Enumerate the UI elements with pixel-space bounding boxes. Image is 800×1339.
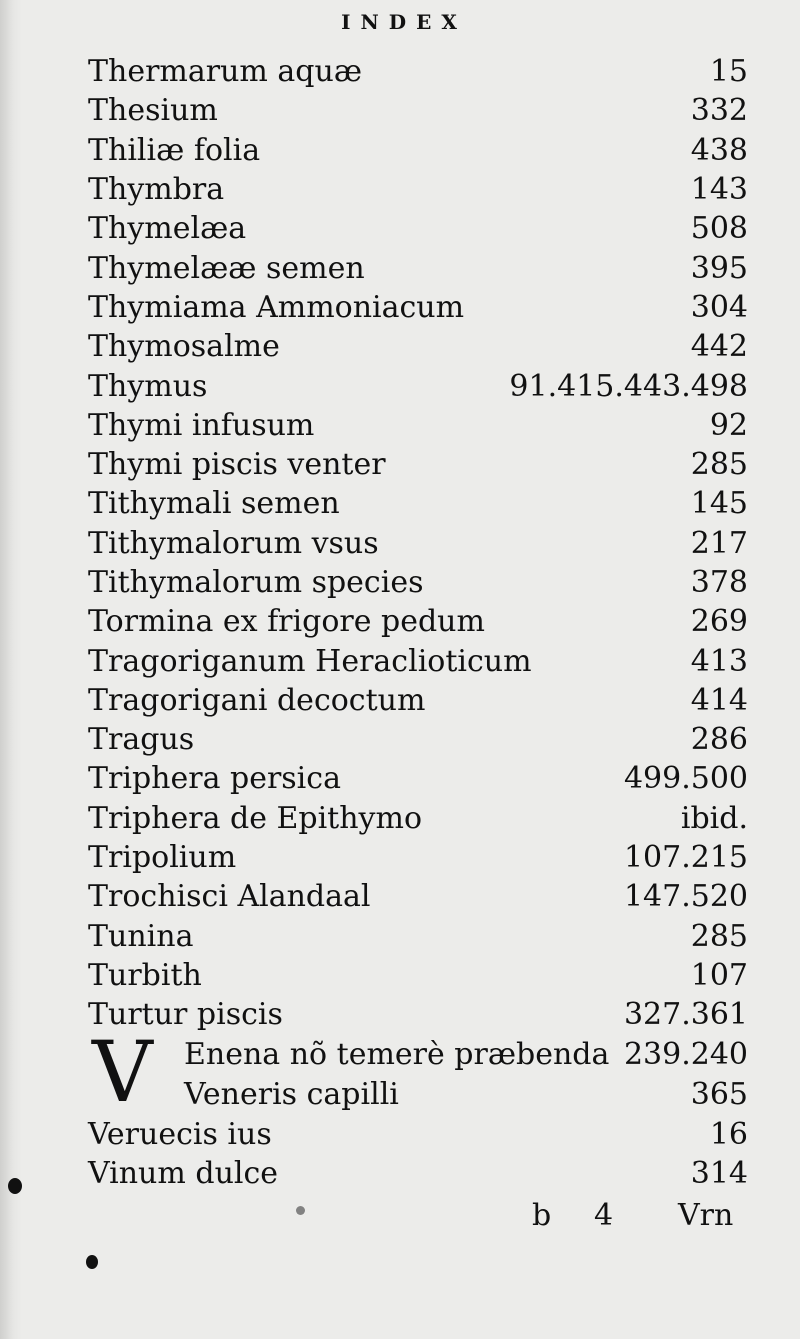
ink-speck <box>296 1206 305 1215</box>
entry-page: 508 <box>690 211 748 247</box>
index-entry <box>88 1154 748 1193</box>
index-entry <box>184 1074 748 1114</box>
index-entry <box>184 1034 748 1074</box>
entry-page: 378 <box>690 565 748 600</box>
entry-page: 438 <box>690 132 748 168</box>
index-entries <box>88 52 748 1193</box>
entry-page: 442 <box>690 329 748 365</box>
index-entry <box>88 209 748 248</box>
entry-page: 217 <box>690 525 748 561</box>
entry-term: Thymelæa <box>88 211 247 247</box>
entry-term: Thymi infusum <box>88 407 315 443</box>
entry-page: 285 <box>690 918 748 954</box>
index-entry <box>88 956 748 995</box>
page-header: INDEX <box>341 10 467 34</box>
entry-page: ibid. <box>680 800 748 836</box>
page-footer <box>0 1198 800 1243</box>
index-entry <box>88 877 748 916</box>
binding-edge <box>0 0 22 1339</box>
binding-hole <box>86 1255 98 1269</box>
index-entry <box>88 91 748 130</box>
signature-number: 4 <box>594 1198 614 1233</box>
entry-term: Trochisci Alandaal <box>88 879 371 915</box>
entry-term: Veruecis ius <box>88 1116 272 1152</box>
index-entry <box>88 799 748 838</box>
entry-page: 327.361 <box>623 997 748 1033</box>
entry-term: Turbith <box>88 957 202 993</box>
entry-term: Turtur piscis <box>88 997 283 1033</box>
entry-page: 239.240 <box>623 1036 748 1072</box>
entry-page: 365 <box>690 1076 748 1112</box>
index-entry <box>88 445 748 484</box>
entry-term: Thymosalme <box>88 329 280 365</box>
entry-page: 414 <box>690 682 748 718</box>
index-entry <box>88 524 748 563</box>
entry-term: Thymbra <box>88 172 225 208</box>
index-entry <box>88 563 748 602</box>
entry-term: Tithymalorum vsus <box>88 525 379 561</box>
index-entry <box>88 917 748 956</box>
drop-cap: V <box>92 1023 153 1122</box>
entry-term: Thesium <box>88 93 218 129</box>
v-section-lines <box>184 1034 748 1114</box>
entry-term: Triphera de Epithymo <box>88 800 423 836</box>
v-section <box>88 1023 748 1122</box>
entry-page: 395 <box>690 250 748 286</box>
index-entry <box>88 995 748 1034</box>
index-entry <box>88 288 748 327</box>
entry-term: Tunina <box>88 918 194 954</box>
entry-term: Thymiama Ammoniacum <box>88 289 465 325</box>
index-entry <box>88 170 748 209</box>
entry-term: Thymus <box>88 368 208 404</box>
entry-term: Triphera persica <box>88 761 341 797</box>
entry-term: Thermarum aquæ <box>88 54 363 90</box>
entry-page: 15 <box>709 54 748 90</box>
index-entry <box>88 366 748 405</box>
entry-page: 147.520 <box>623 879 748 915</box>
entry-term: Tragoriganum Heraclioticum <box>88 643 532 679</box>
entry-page: 92 <box>709 407 748 443</box>
entry-term: Tripolium <box>88 840 237 876</box>
entry-term: Thiliæ folia <box>88 132 261 168</box>
index-entry <box>88 406 748 445</box>
entry-page: 286 <box>690 722 748 758</box>
entry-term: Tithymalorum species <box>88 565 424 600</box>
index-entry <box>88 52 748 91</box>
entry-term: Veneris capilli <box>184 1076 399 1112</box>
entry-page: 269 <box>690 604 748 640</box>
index-entry <box>88 720 748 759</box>
index-entry <box>88 484 748 523</box>
index-entry <box>88 759 748 798</box>
index-entry <box>88 602 748 641</box>
entry-page: 107 <box>690 957 748 993</box>
entry-page: 143 <box>690 172 748 208</box>
index-entry <box>88 681 748 720</box>
catchword: Vrn <box>678 1198 734 1233</box>
entry-page: 304 <box>690 289 748 325</box>
index-entry <box>88 641 748 680</box>
entry-page: 499.500 <box>623 761 748 797</box>
binding-hole <box>8 1178 22 1194</box>
entry-page: 107.215 <box>623 840 748 876</box>
entry-page: 145 <box>690 486 748 522</box>
entry-page: 16 <box>709 1116 748 1152</box>
index-entry <box>88 327 748 366</box>
entry-term: Thymi piscis venter <box>88 447 386 483</box>
entry-term: Enena nõ temerè præbenda <box>184 1036 610 1072</box>
entry-term: Thymelææ semen <box>88 250 365 286</box>
entry-term: Tormina ex frigore pedum <box>88 604 485 640</box>
entry-page: 91.415.443.498 <box>509 368 748 404</box>
index-entry <box>88 1114 748 1153</box>
entry-term: Vinum dulce <box>88 1155 279 1191</box>
signature-mark: b <box>532 1198 552 1233</box>
index-entry <box>88 131 748 170</box>
index-entry <box>88 838 748 877</box>
index-entry <box>88 248 748 287</box>
entry-page: 413 <box>690 643 748 679</box>
entry-page: 332 <box>690 93 748 129</box>
entry-term: Tithymali semen <box>88 486 340 522</box>
entry-page: 285 <box>690 447 748 483</box>
entry-page: 314 <box>690 1155 748 1191</box>
entry-term: Tragus <box>88 722 195 758</box>
entry-term: Tragorigani decoctum <box>88 682 426 718</box>
